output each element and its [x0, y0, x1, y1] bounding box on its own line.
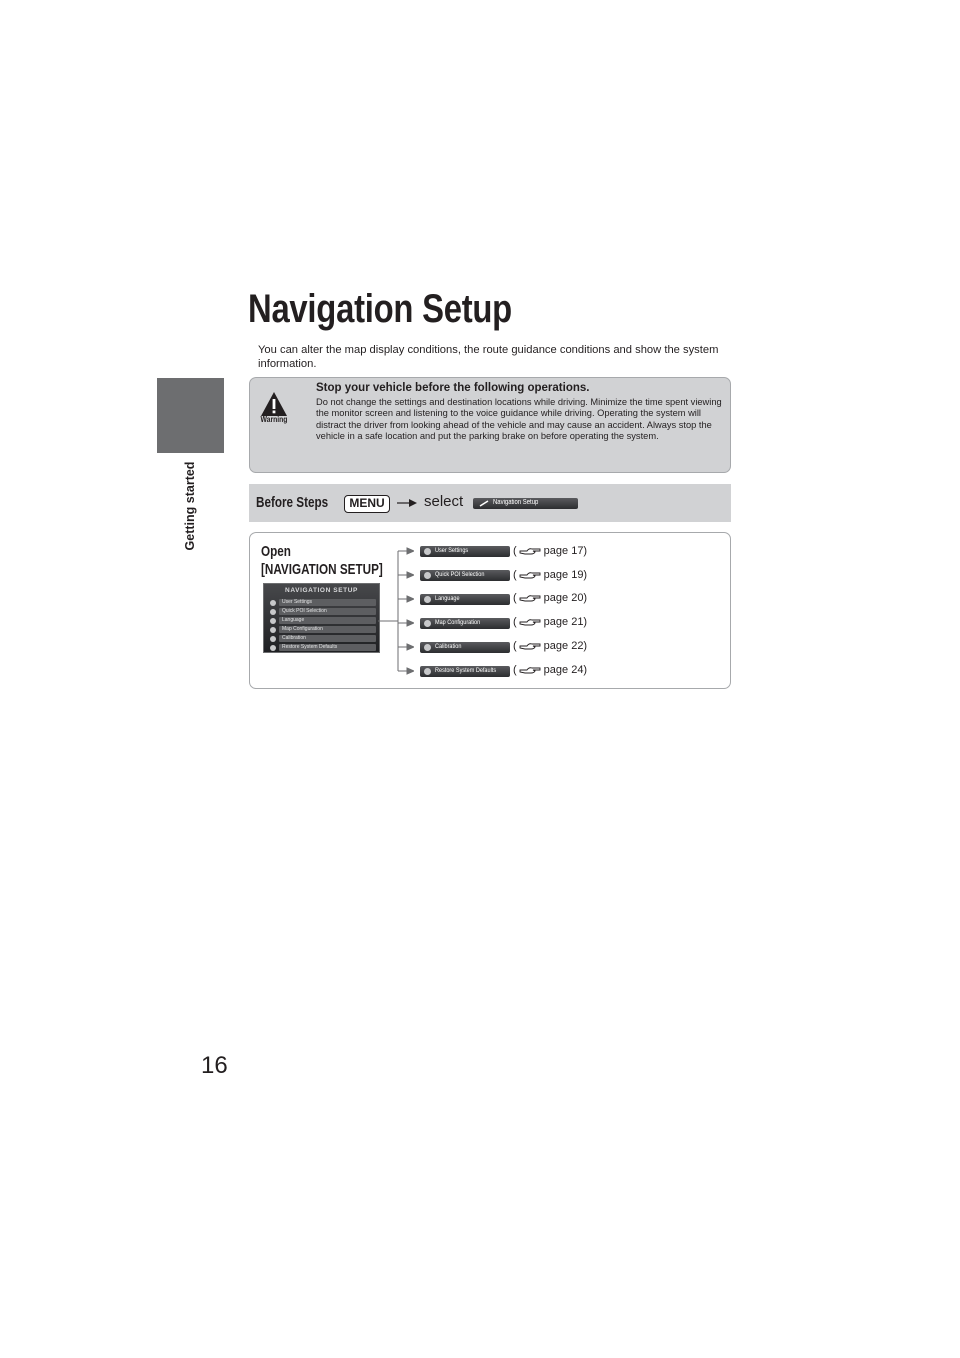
- menu-item-restore-system-defaults: Restore System Defaults: [420, 666, 510, 677]
- screen-row: Language: [279, 617, 376, 624]
- screen-row: Map Configuration: [279, 626, 376, 633]
- page-ref: ( page 20): [513, 592, 588, 604]
- map-icon: [424, 620, 431, 627]
- open-label: Open [NAVIGATION SETUP]: [261, 543, 383, 578]
- pointing-hand-icon: [519, 665, 541, 675]
- section-label: Getting started: [183, 461, 197, 551]
- page-ref: ( page 21): [513, 616, 588, 628]
- screen-row: Restore System Defaults: [279, 644, 376, 651]
- chip-label: Navigation Setup: [493, 499, 539, 506]
- restore-icon: [424, 668, 431, 675]
- menu-item-map-configuration: Map Configuration: [420, 618, 510, 629]
- menu-item-quick-poi-selection: Quick POI Selection: [420, 570, 510, 581]
- menu-item-user-settings: User Settings: [420, 546, 510, 557]
- page-ref: ( page 24): [513, 664, 588, 676]
- pointing-hand-icon: [519, 617, 541, 627]
- wrench-icon: [479, 500, 489, 507]
- warning-text: Do not change the settings and destination locations while driving. Minimize the time spent viewing the monitor screen and listening to the voice guidance while driving. Operating the system will distract the driver from looking ahead of the vehicle and may cause an accident. Always stop the vehicle in a safe location and put the parking brake on before operating the system.: [316, 397, 722, 441]
- page-ref: ( page 17): [513, 545, 588, 557]
- menu-item-calibration: Calibration: [420, 642, 510, 653]
- user-icon: [270, 600, 276, 606]
- poi-icon: [424, 572, 431, 579]
- arrow-right-icon: [397, 497, 417, 509]
- section-tab: [157, 378, 224, 453]
- restore-icon: [270, 645, 276, 651]
- user-icon: [424, 548, 431, 555]
- pointing-hand-icon: [519, 641, 541, 651]
- before-steps-label: Before Steps: [256, 494, 329, 511]
- navigation-setup-screen-thumbnail: [263, 583, 380, 653]
- page-ref: ( page 22): [513, 640, 588, 652]
- language-icon: [424, 596, 431, 603]
- warning-triangle-icon: [260, 391, 288, 417]
- warning-label: Warning: [260, 415, 288, 424]
- calibration-icon: [270, 636, 276, 642]
- pointing-hand-icon: [519, 570, 541, 580]
- connector-lines: [378, 541, 414, 681]
- navigation-setup-chip: [473, 498, 578, 509]
- menu-button: MENU: [344, 495, 390, 513]
- warning-heading: Stop your vehicle before the following operations.: [316, 382, 590, 394]
- calibration-icon: [424, 644, 431, 651]
- page-number: 16: [201, 1052, 228, 1079]
- select-text: select: [424, 493, 464, 510]
- screen-row: Calibration: [279, 635, 376, 642]
- open-navigation-setup-box: [249, 532, 731, 689]
- page-ref: ( page 19): [513, 569, 588, 581]
- language-icon: [270, 618, 276, 624]
- menu-item-language: Language: [420, 594, 510, 605]
- pointing-hand-icon: [519, 593, 541, 603]
- before-steps-bar: [249, 484, 731, 522]
- intro-text: You can alter the map display conditions, the route guidance conditions and show the system information.: [258, 344, 719, 370]
- screen-row: User Settings: [279, 599, 376, 606]
- screen-row: Quick POI Selection: [279, 608, 376, 615]
- poi-icon: [270, 609, 276, 615]
- map-icon: [270, 627, 276, 633]
- warning-box: [249, 377, 731, 473]
- screen-title: NAVIGATION SETUP: [285, 587, 358, 594]
- page-title: Navigation Setup: [248, 287, 512, 331]
- pointing-hand-icon: [519, 546, 541, 556]
